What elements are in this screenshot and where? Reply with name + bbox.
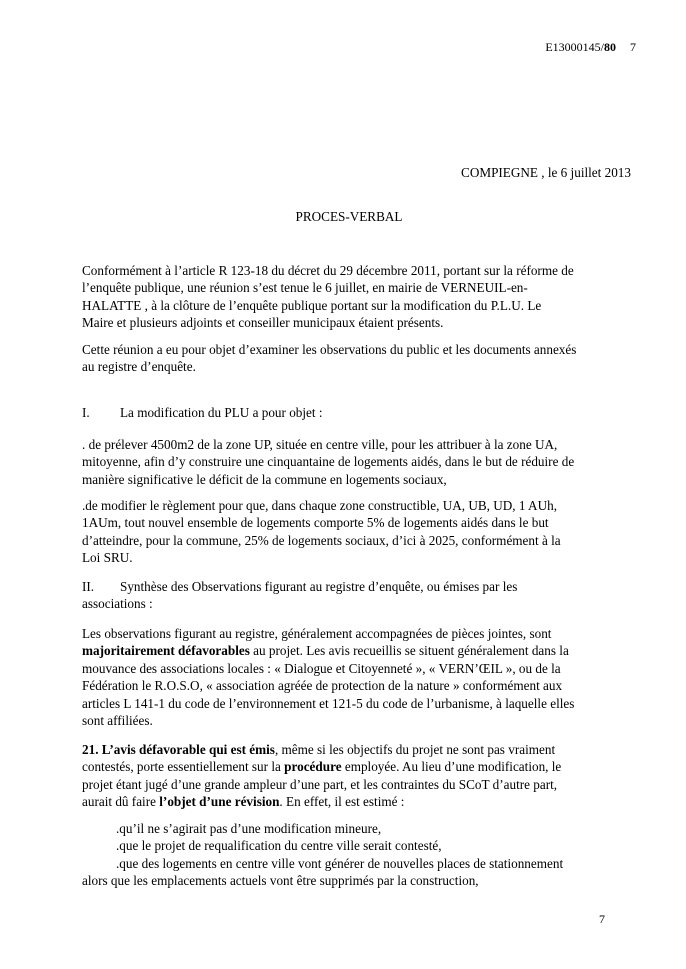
text-line: Conformément à l’article R 123-18 du décret du 29 décembre 2011, portant sur la réforme de: [82, 263, 574, 278]
section-title: La modification du PLU a pour objet :: [120, 405, 323, 420]
text-line: majoritairement défavorables au projet. Les avis recueillis se situent généralement dans la: [82, 643, 569, 659]
section-1-heading: [82, 404, 606, 421]
text-line: . de prélever 4500m2 de la zone UP, située en centre ville, pour les attribuer à la zone UA,: [82, 437, 558, 452]
section-2-heading: [82, 578, 606, 613]
objections-list: [82, 820, 606, 890]
footer-page-number: 7: [599, 912, 605, 926]
text-line: Fédération le R.O.S.O, « association agréée de protection de la nature » conformément aux: [82, 678, 563, 694]
text-line: Les observations figurant au registre, généralement accompagnées de pièces jointes, sont: [82, 626, 552, 641]
paragraph-unfavourable-opinion: [82, 741, 606, 811]
reference-bold: 80: [604, 40, 616, 54]
text-line: Maire et plusieurs adjoints et conseiller municipaux étaient présents.: [82, 315, 444, 331]
text-line: 1AUm, tout nouvel ensemble de logements comporte 5% de logements aidés dans le but: [82, 515, 549, 531]
paragraph-intro: [82, 262, 606, 332]
section-title: Synthèse des Observations figurant au registre d’enquête, ou émises par les: [120, 579, 518, 594]
emphasis: majoritairement défavorables: [82, 643, 250, 659]
text-line: 21. L’avis défavorable qui est émis, même si les objectifs du projet ne sont pas vraiment: [82, 742, 556, 757]
text-line: aurait dû faire l’objet d’une révision. En effet, il est estimé :: [82, 794, 405, 810]
text-line: d’atteindre, pour la commune, 25% de logements sociaux, d’ici à 2025, conformément à la: [82, 532, 561, 548]
list-item: .que des logements en centre ville vont générer de nouvelles places de stationnement: [116, 855, 564, 871]
paragraph-objective-2: [82, 497, 606, 567]
reference-prefix: E13000145/: [545, 40, 604, 54]
text-line: contestés, porte essentiellement sur la procédure employée. Au lieu d’une modification, le: [82, 759, 562, 775]
document-title: PROCES-VERBAL: [295, 209, 403, 224]
emphasis: l’objet d’une révision: [159, 794, 280, 810]
text-line: manière significative le déficit de la commune en logements sociaux,: [82, 471, 447, 487]
emphasis: procédure: [284, 759, 342, 775]
text-line: mouvance des associations locales : « Dialogue et Citoyenneté », « VERN’ŒIL », ou de la: [82, 660, 561, 676]
text-line: associations :: [82, 596, 153, 612]
text-line: articles L 141-1 du code de l’environnement et 121-5 du code de l’urbanisme, à laquelle elles: [82, 695, 575, 711]
list-item-continuation: alors que les emplacements actuels vont être supprimés par la construction,: [82, 873, 479, 889]
text-line: Cette réunion a eu pour objet d’examiner les observations du public et les documents annexés: [82, 342, 577, 357]
text-line: Loi SRU.: [82, 550, 133, 566]
text-line: au registre d’enquête.: [82, 359, 196, 375]
text-line: sont affiliées.: [82, 713, 153, 729]
paragraph-meeting-purpose: [82, 341, 606, 376]
text-line: l’enquête publique, une réunion s’est tenue le 6 juillet, en mairie de VERNEUIL-en-: [82, 280, 528, 296]
header-page-number: 7: [630, 40, 636, 54]
section-number: I.: [82, 405, 90, 420]
header-reference: [545, 40, 636, 55]
emphasis: 21. L’avis défavorable qui est émis: [82, 742, 275, 757]
list-item: .qu’il ne s’agirait pas d’une modification mineure,: [116, 821, 382, 836]
text-line: .de modifier le règlement pour que, dans chaque zone constructible, UA, UB, UD, 1 AUh,: [82, 498, 557, 513]
paragraph-objective-1: [82, 436, 606, 488]
text-line: mitoyenne, afin d’y construire une cinquantaine de logements aidés, dans le but de réduire de: [82, 454, 575, 470]
section-number: II.: [82, 579, 95, 594]
date-line: COMPIEGNE , le 6 juillet 2013: [461, 165, 631, 180]
list-item: .que le projet de requalification du centre ville serait contesté,: [116, 838, 442, 854]
text-line: HALATTE , à la clôture de l’enquête publique portant sur la modification du P.L.U. Le: [82, 297, 542, 313]
text-line: [82, 578, 606, 595]
text-line: projet étant jugé d’une grande ampleur d’une part, et les contraintes du SCoT d’autre part,: [82, 776, 558, 792]
paragraph-observations: [82, 625, 606, 729]
